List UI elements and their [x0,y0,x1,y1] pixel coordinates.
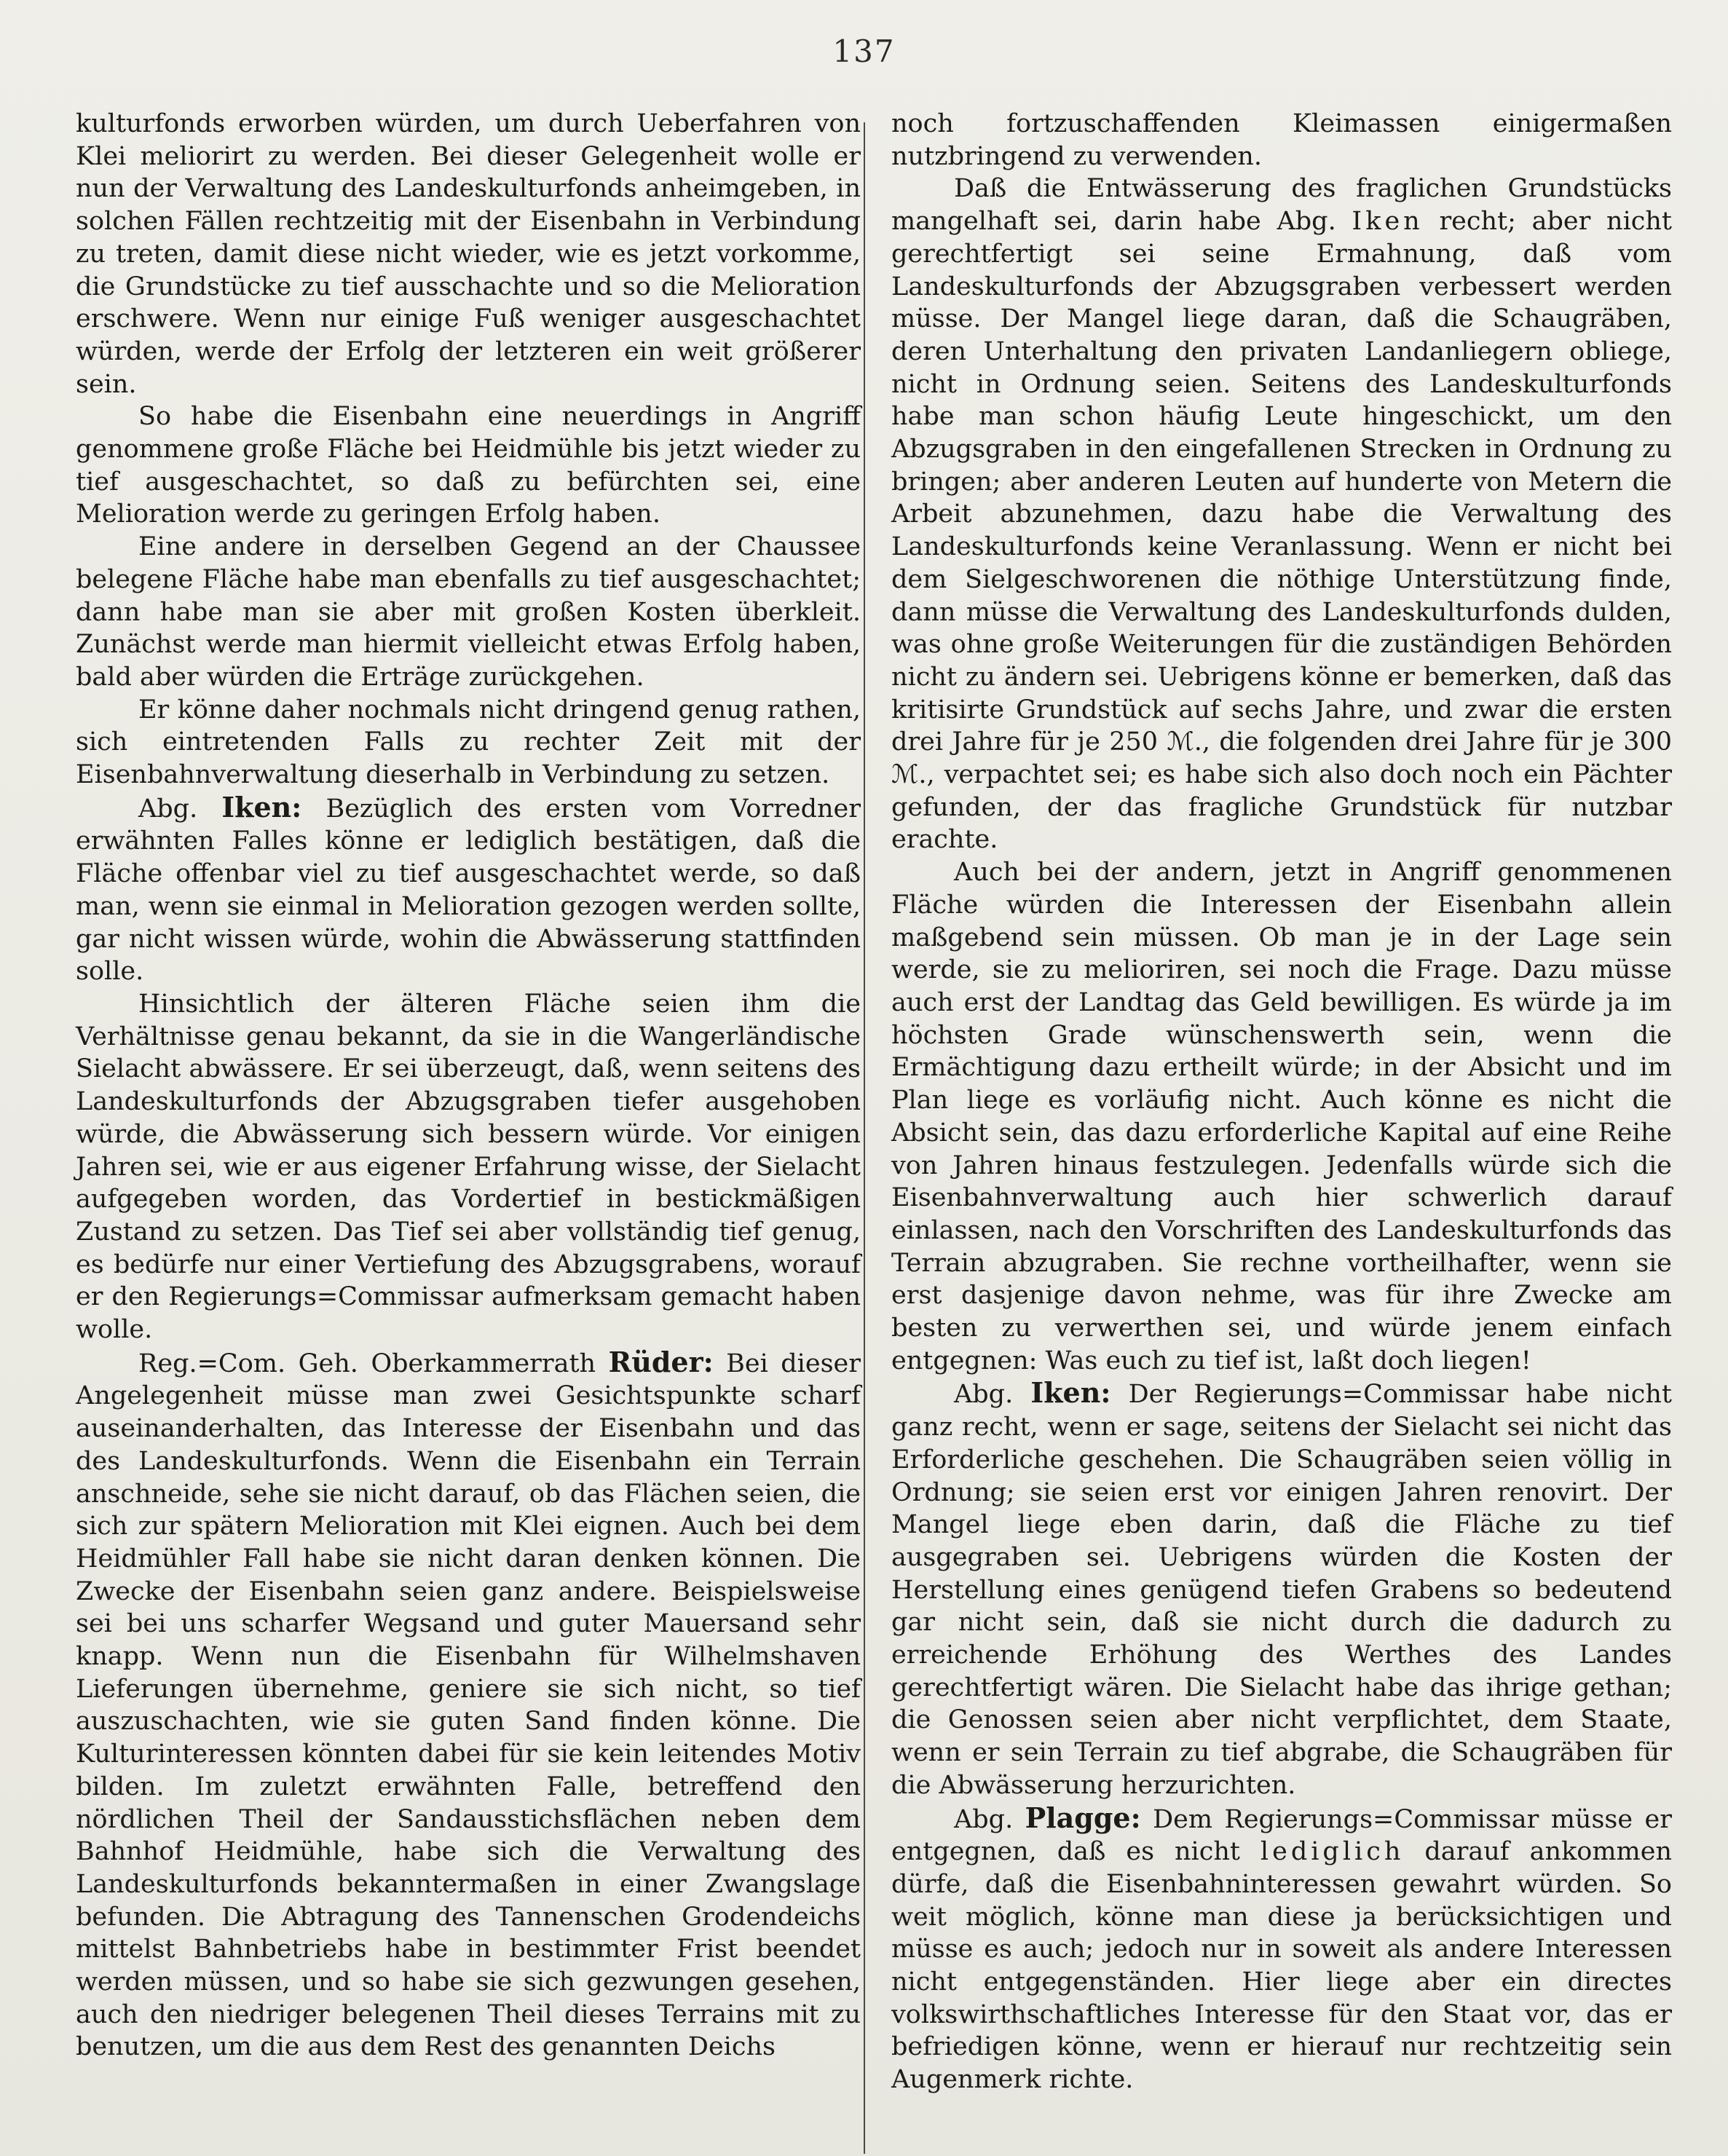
text-span: Daß die Entwässerung des fraglichen Grundstücks mangelhaft sei, darin habe Abg. [891,174,1672,237]
speech-text: darauf ankommen dürfe, daß die Eisenbahninteressen gewahrt würden. So weit möglich, könne man diese ja berücksichtigen und müsse es auch; jedoch nur in soweit als andere Interessen nicht entgegenständen. Hier liege aber ein directes volkswirthschaftliches Interesse für den Staat vor, das er befriedigen könne, wenn er hierauf nur rechtzeitig sein Augenmerk richte. [891,1837,1672,2095]
paragraph: Hinsichtlich der älteren Fläche seien ihm die Verhältnisse genau bekannt, da sie in die Wangerländische Sielacht abwässere. Er sei überzeugt, daß, wenn seitens des Landeskulturfonds der Abzugsgraben tiefer ausgehoben würde, die Abwässerung sich bessern würde. Vor einigen Jahren sei, wie er aus eigener Erfahrung wisse, der Sielacht aufgegeben worden, das Vordertief in bestickmäßigen Zustand zu setzen. Das Tief sei aber vollständig tief genug, es bedürfe nur einer Vertiefung des Abzugsgrabens, worauf er den Regierungs=Commissar aufmerksam gemacht haben wolle. [76,989,861,1345]
paragraph: noch fortzuschaffenden Kleimassen einigermaßen nutzbringend zu verwenden. [891,109,1672,171]
speaker-title: Abg. [954,1380,1031,1410]
speech-text: Bei dieser Angelegenheit müsse man zwei Gesichtspunkte scharf auseinanderhalten, das Interesse der Eisenbahn und das des Landeskulturfonds. Wenn die Eisenbahn ein Terrain anschneide, sehe sie nicht darauf, ob das Flächen seien, die sich zur spätern Melioration mit Klei eignen. Auch bei dem Heidmühler Fall habe sie nicht daran denken können. Die Zwecke der Eisenbahn seien ganz andere. Beispielsweise sei bei uns scharfer Wegsand und guter Mauersand sehr knapp. Wenn nun die Eisenbahn für Wilhelmshaven Lieferungen übernehme, geniere sie sich nicht, so tief auszuschachten, wie sie guten Sand finden könne. Die Kulturinteressen könnten dabei für sie kein leitendes Motiv bilden. Im zuletzt erwähnten Falle, betreffend den nördlichen Theil der Sandausstichsflächen neben dem Bahnhof Heidmühle, habe sich die Verwaltung des Landeskulturfonds bekanntermaßen in einer Zwangslage befunden. Die Abtragung des Tannenschen Grodendeichs mittelst Bahnbetriebs habe in bestimmter Frist beendet werden müssen, und so habe sie sich gezwungen gesehen, auch den niedriger belegenen Theil dieses Terrains mit zu benutzen, um die aus dem Rest des genannten Deichs [76,1349,861,2062]
speech-text: Bezüglich des ersten vom Vorredner erwähnten Falles könne er lediglich bestätigen, daß die Fläche offenbar viel zu tief ausgeschachtet werde, so daß man, wenn sie einmal in Melioration gezogen werden sollte, gar nicht wissen würde, wohin die Abwässerung stattfinden solle. [76,794,861,987]
left-column [76,108,861,2064]
right-column [891,108,1672,2096]
speech-paragraph [76,1346,861,2064]
speaker-title: Abg. [138,794,222,824]
paragraph: Eine andere in derselben Gegend an der Chaussee belegene Fläche habe man ebenfalls zu tief ausgeschachtet; dann habe man sie aber mit großen Kosten überkleit. Zunächst werde man hiermit vielleicht etwas Erfolg haben, bald aber würden die Erträge zurückgehen. [76,532,861,692]
text-span: recht; aber nicht gerechtfertigt sei seine Ermahnung, daß vom Landeskulturfonds der Abzugsgraben verbessert werden müsse. Der Mangel liege daran, daß die Schaugräben, deren Unterhaltung den privaten Landanliegern obliege, nicht in Ordnung seien. Seitens des Landeskulturfonds habe man schon häufig Leute hingeschickt, um den Abzugsgraben in den eingefallenen Strecken in Ordnung zu bringen; aber anderen Leuten auf hunderte von Metern die Arbeit abzunehmen, dazu habe die Verwaltung des Landeskulturfonds keine Veranlassung. Wenn er nicht bei dem Sielgeschworenen die nöthige Unterstützung finde, dann müsse die Verwaltung des Landeskulturfonds dulden, was ohne große Weiterungen für die zuständigen Behörden nicht zu ändern sei. Uebrigens könne er bemerken, daß das kritisirte Grundstück auf sechs Jahre, und zwar die ersten drei Jahre für je 250 ℳ., die folgenden drei Jahre für je 300 ℳ., verpachtet sei; es habe sich also doch noch ein Pächter gefunden, der das fragliche Grundstück für nutzbar erachte. [891,207,1672,855]
paragraph: Auch bei der andern, jetzt in Angriff genommenen Fläche würden die Interessen der Eisenbahn allein maßgebend sein müssen. Ob man je in der Lage sein werde, sie zu melioriren, sei noch die Frage. Dazu müsse auch erst der Landtag das Geld bewilligen. Es würde ja im höchsten Grade wünschenswerth sein, wenn die Ermächtigung dazu ertheilt würde; in der Absicht und im Plan liege es vorläufig nicht. Auch könne es nicht die Absicht sein, das dazu erforderliche Kapital auf eine Reihe von Jahren hinaus festzulegen. Jedenfalls würde sich die Eisenbahnverwaltung auch hier schwerlich darauf einlassen, nach den Vorschriften des Landeskulturfonds das Terrain abzugraben. Sie rechne vortheilhafter, wenn sie erst dasjenige davon nehme, was für ihre Zwecke am besten zu verwerthen sei, und würde jenem einfach entgegnen: Was euch zu tief ist, laßt doch liegen! [891,858,1672,1375]
page-number: 137 [832,33,896,69]
paragraph: Er könne daher nochmals nicht dringend genug rathen, sich eintretenden Falls zu rechter Zeit mit der Eisenbahnverwaltung dieserhalb in Verbindung zu setzen. [76,695,861,790]
emphasis-spaced: lediglich [1260,1837,1405,1867]
speaker-name: Iken: [1030,1376,1111,1410]
speech-text: Dem Regierungs=Commissar müsse er entgegnen, daß es nicht [891,1804,1672,1867]
column-divider [864,122,865,2154]
name-spaced: Iken [1352,207,1424,237]
paragraph [891,173,1672,856]
speaker-title: Abg. [954,1804,1025,1834]
speaker-name: Plagge: [1025,1801,1141,1834]
speaker-title: Reg.=Com. Geh. Oberkammerrath [138,1349,609,1378]
speech-paragraph [891,1802,1672,2096]
speaker-name: Iken: [221,790,302,824]
speech-text: Der Regierungs=Commissar habe nicht ganz recht, wenn er sage, seitens der Sielacht sei nicht das Erforderliche geschehen. Die Schaugräben seien völlig in Ordnung; sie seien erst vor einigen Jahren renovirt. Der Mangel liege eben darin, daß die Fläche zu tief ausgegraben sei. Uebrigens würden die Kosten der Herstellung eines genügend tiefen Grabens so bedeutend gar nicht sein, daß sie nicht durch die dadurch zu erreichende Erhöhung des Werthes des Landes gerechtfertigt wären. Die Sielacht habe das ihrige gethan; die Genossen seien aber nicht verpflichtet, dem Staate, wenn er sein Terrain zu tief abgrabe, die Schaugräben für die Abwässerung herzurichten. [891,1380,1672,1800]
speech-paragraph [891,1377,1672,1801]
speaker-name: Rüder: [608,1345,714,1378]
speech-paragraph [76,791,861,988]
paragraph: So habe die Eisenbahn eine neuerdings in Angriff genommene große Fläche bei Heidmühle bis jetzt wieder zu tief ausgeschachtet, so daß zu befürchten sei, eine Melioration werde zu geringen Erfolg haben. [76,402,861,529]
paragraph: kulturfonds erworben würden, um durch Ueberfahren von Klei meliorirt zu werden. Bei dieser Gelegenheit wolle er nun der Verwaltung des Landeskulturfonds anheimgeben, in solchen Fällen rechtzeitig mit der Eisenbahn in Verbindung zu treten, damit diese nicht wieder, wie es jetzt vorkomme, die Grundstücke zu tief ausschachte und so die Melioration erschwere. Wenn nur einige Fuß weniger ausgeschachtet würden, werde der Erfolg der letzteren ein weit größerer sein. [76,109,861,399]
